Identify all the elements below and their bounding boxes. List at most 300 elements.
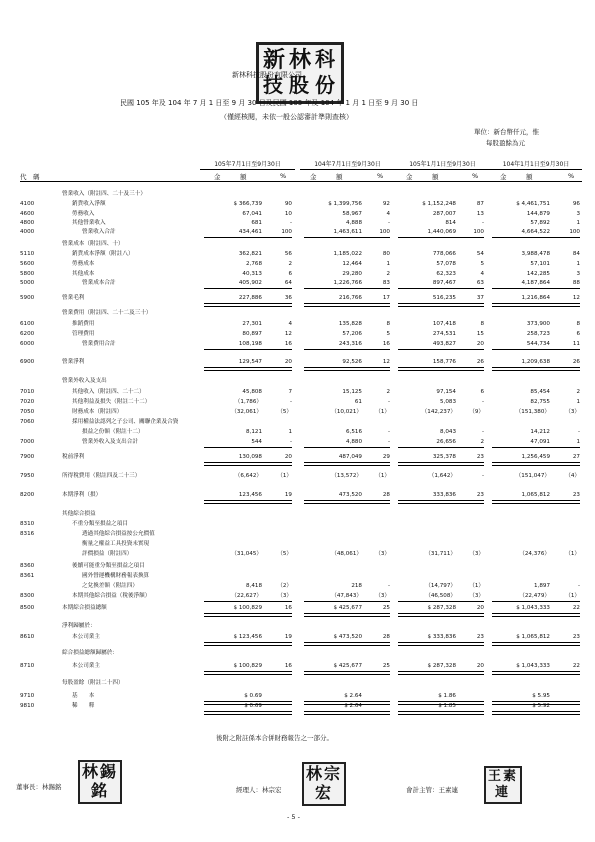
- row-code: 9710: [20, 693, 35, 699]
- amount-cell: 129,547: [238, 359, 262, 365]
- percent-cell: 12: [284, 331, 292, 337]
- row-label: 營業收入合計: [82, 229, 116, 235]
- amount-cell: 2,768: [245, 261, 262, 267]
- amount-cell: $ 1,043,333: [516, 663, 550, 669]
- percent-cell: 28: [382, 492, 390, 498]
- subtotal-underline: [398, 288, 484, 289]
- amount-cell: 1,897: [533, 583, 550, 589]
- amount-cell: （22,627）: [231, 593, 262, 599]
- percent-cell: 17: [382, 295, 390, 301]
- table-row: [0, 662, 595, 671]
- percent-cell: 6: [288, 271, 292, 277]
- amount-cell: 12,464: [342, 261, 362, 267]
- subtotal-underline: [492, 601, 580, 602]
- total-underline: [398, 367, 484, 371]
- percent-cell: 2: [386, 271, 390, 277]
- subtotal-underline: [398, 601, 484, 602]
- row-code: 5900: [20, 295, 35, 301]
- table-row: [0, 510, 595, 519]
- row-code: 5000: [20, 280, 35, 286]
- unit-line-2: 每股盈餘為元: [486, 139, 525, 147]
- percent-cell: （2）: [277, 583, 292, 589]
- row-label: 營業外收入及支出: [62, 378, 107, 384]
- row-label: 綜合損益總額歸屬於：: [62, 650, 118, 656]
- subtotal-underline: [492, 349, 580, 350]
- amount-cell: （48,061）: [331, 551, 362, 557]
- percent-cell: （5）: [277, 409, 292, 415]
- total-underline: [492, 462, 580, 466]
- percent-cell: -: [481, 220, 484, 226]
- amount-cell: （151,380）: [515, 409, 550, 415]
- row-code: 5110: [20, 251, 35, 257]
- table-row: [0, 309, 595, 318]
- row-label: 營業成本（附註四、十）: [62, 241, 124, 247]
- percent-cell: 64: [284, 280, 292, 286]
- row-label: 其他營業收入: [72, 220, 106, 226]
- amount-cell: 227,886: [238, 295, 262, 301]
- amount-cell: 8,121: [245, 429, 262, 435]
- chairman-seal: 林 錫 銘: [78, 760, 122, 804]
- total-underline: [304, 711, 390, 715]
- amount-cell: 814: [445, 220, 456, 226]
- amount-cell: （1,786）: [234, 399, 262, 405]
- percent-cell: 26: [476, 359, 484, 365]
- table-row: [0, 200, 595, 209]
- amount-cell: 362,821: [238, 251, 262, 257]
- total-underline: [492, 671, 580, 675]
- percent-cell: 23: [572, 634, 580, 640]
- amount-cell: 4,664,522: [521, 229, 550, 235]
- percent-cell: 23: [476, 492, 484, 498]
- amount-cell: $ 4,461,751: [516, 201, 550, 207]
- amount-cell: 135,828: [338, 321, 362, 327]
- amount-header-1: 金 額: [214, 173, 247, 181]
- percent-cell: -: [387, 429, 390, 435]
- amount-cell: 130,098: [238, 454, 262, 460]
- row-label: 本期其他綜合損益（稅後淨額）: [72, 593, 151, 599]
- percent-cell: 16: [284, 605, 292, 611]
- percent-cell: 2: [386, 389, 390, 395]
- total-underline: [398, 500, 484, 504]
- amount-cell: （47,843）: [331, 593, 362, 599]
- row-label: 管理費用: [72, 331, 95, 337]
- amount-cell: 29,280: [342, 271, 362, 277]
- row-code: 7020: [20, 399, 35, 405]
- amount-cell: （46,508）: [425, 593, 456, 599]
- amount-cell: 216,766: [338, 295, 362, 301]
- percent-cell: （3）: [469, 593, 484, 599]
- amount-cell: 108,198: [238, 341, 262, 347]
- subtotal-underline: [204, 601, 292, 602]
- percent-cell: -: [387, 583, 390, 589]
- percent-cell: 16: [284, 341, 292, 347]
- amount-cell: 516,235: [432, 295, 456, 301]
- row-label: 本公司業主: [72, 634, 100, 640]
- percent-cell: （3）: [375, 593, 390, 599]
- row-label: 所得稅費用（附註四及二十三）: [62, 473, 141, 479]
- percent-cell: 16: [284, 663, 292, 669]
- amount-cell: 258,723: [526, 331, 550, 337]
- table-row: [0, 260, 595, 269]
- total-underline: [204, 500, 292, 504]
- amount-cell: 58,967: [342, 211, 362, 217]
- percent-cell: （1）: [277, 473, 292, 479]
- amount-cell: 123,456: [238, 492, 262, 498]
- row-label: 其他綜合損益: [62, 511, 96, 517]
- row-code: 6100: [20, 321, 35, 327]
- amount-cell: $ 287,328: [427, 663, 456, 669]
- amount-cell: 144,879: [526, 211, 550, 217]
- amount-cell: 243,316: [338, 341, 362, 347]
- amount-cell: 4,187,864: [521, 280, 550, 286]
- subtotal-underline: [204, 349, 292, 350]
- amount-cell: （31,045）: [231, 551, 262, 557]
- amount-cell: 405,902: [238, 280, 262, 286]
- total-underline: [304, 303, 390, 307]
- company-seal: 新 林 科 技 股 份: [256, 42, 344, 104]
- row-label: 營業外收入及支出合計: [82, 439, 138, 445]
- table-row: [0, 330, 595, 339]
- percent-cell: 90: [284, 201, 292, 207]
- amount-cell: 4,888: [345, 220, 362, 226]
- table-row: [0, 582, 595, 591]
- percent-cell: 8: [576, 321, 580, 327]
- total-underline: [204, 671, 292, 675]
- amount-cell: 57,206: [342, 331, 362, 337]
- amount-cell: $ 425,677: [333, 605, 362, 611]
- percent-cell: 2: [288, 261, 292, 267]
- amount-cell: $ 0.69: [244, 693, 262, 699]
- percent-cell: 87: [476, 201, 484, 207]
- amount-cell: 544,734: [526, 341, 550, 347]
- percent-cell: 6: [480, 389, 484, 395]
- total-underline: [398, 642, 484, 646]
- amount-cell: $ 473,520: [333, 634, 362, 640]
- table-row: [0, 219, 595, 228]
- total-underline: [304, 642, 390, 646]
- percent-cell: 3: [576, 211, 580, 217]
- percent-cell: 4: [480, 271, 484, 277]
- row-label: 銷貨收入淨額: [72, 201, 106, 207]
- percent-cell: （3）: [375, 551, 390, 557]
- total-underline: [492, 613, 580, 617]
- percent-cell: 19: [284, 634, 292, 640]
- accountant-seal: 王 素 連: [484, 766, 522, 804]
- row-label: 營業費用（附註四、二十二及三十）: [62, 310, 152, 316]
- amount-cell: 85,454: [530, 389, 550, 395]
- percent-cell: 96: [572, 201, 580, 207]
- percent-cell: 80: [382, 251, 390, 257]
- row-label: 採用權益法認列之子公司、關聯企業及合資: [72, 419, 179, 425]
- page-number: - 5 -: [287, 813, 300, 821]
- total-underline: [304, 613, 390, 617]
- amount-cell: 434,461: [238, 229, 262, 235]
- table-row: [0, 294, 595, 303]
- amount-cell: 57,892: [530, 220, 550, 226]
- amount-cell: （14,797）: [425, 583, 456, 589]
- percent-cell: 5: [386, 331, 390, 337]
- pct-header-1: %: [280, 172, 287, 180]
- subtotal-underline: [204, 447, 292, 448]
- amount-cell: 1,209,638: [521, 359, 550, 365]
- amount-cell: $ 1,399,756: [328, 201, 362, 207]
- amount-cell: 218: [351, 583, 362, 589]
- percent-cell: （1）: [565, 593, 580, 599]
- amount-cell: 333,836: [432, 492, 456, 498]
- total-underline: [492, 367, 580, 371]
- percent-cell: （4）: [565, 473, 580, 479]
- row-label: 本公司業主: [72, 663, 100, 669]
- percent-cell: （1）: [469, 583, 484, 589]
- percent-cell: 63: [476, 280, 484, 286]
- percent-cell: -: [289, 399, 292, 405]
- subtotal-underline: [398, 349, 484, 350]
- row-label: 衡量之權益工具投資未實現: [82, 541, 150, 547]
- percent-cell: 37: [476, 295, 484, 301]
- percent-cell: （3）: [565, 409, 580, 415]
- percent-cell: 20: [284, 454, 292, 460]
- row-label: 國外營運機構財務報表換算: [82, 573, 150, 579]
- table-row: [0, 520, 595, 529]
- row-code: 5600: [20, 261, 35, 267]
- amount-cell: （13,572）: [331, 473, 362, 479]
- percent-cell: 84: [572, 251, 580, 257]
- row-code: 6200: [20, 331, 35, 337]
- accountant-signature: 會計主管：王素連: [406, 786, 458, 794]
- percent-cell: 4: [288, 321, 292, 327]
- percent-cell: 3: [576, 271, 580, 277]
- table-row: [0, 633, 595, 642]
- row-code: 6900: [20, 359, 35, 365]
- amount-cell: 487,049: [338, 454, 362, 460]
- percent-cell: -: [577, 583, 580, 589]
- percent-cell: （5）: [277, 551, 292, 557]
- row-label: 營業毛利: [62, 295, 85, 301]
- amount-cell: 778,066: [432, 251, 456, 257]
- amount-cell: 45,808: [242, 389, 262, 395]
- table-row: [0, 540, 595, 549]
- subtotal-underline: [492, 447, 580, 448]
- table-row: [0, 491, 595, 500]
- percent-cell: （1）: [565, 551, 580, 557]
- amount-cell: （22,479）: [519, 593, 550, 599]
- total-underline: [492, 500, 580, 504]
- percent-cell: 100: [569, 229, 580, 235]
- percent-cell: 23: [572, 492, 580, 498]
- percent-cell: 2: [480, 439, 484, 445]
- subtotal-underline: [304, 601, 390, 602]
- amount-cell: 681: [251, 220, 262, 226]
- amount-cell: 1,440,069: [427, 229, 456, 235]
- amount-cell: （31,711）: [425, 551, 456, 557]
- row-code: 8610: [20, 634, 35, 640]
- percent-cell: 22: [572, 605, 580, 611]
- amount-cell: 107,418: [432, 321, 456, 327]
- column-group-4: 104年1月1日至9月30日: [490, 160, 582, 170]
- subtotal-underline: [492, 237, 580, 238]
- percent-cell: 2: [576, 389, 580, 395]
- table-row: [0, 398, 595, 407]
- amount-cell: 544: [251, 439, 262, 445]
- percent-cell: （1）: [375, 409, 390, 415]
- amount-cell: 27,301: [242, 321, 262, 327]
- row-label: 本期綜合損益總額: [62, 605, 107, 611]
- percent-cell: （1）: [375, 473, 390, 479]
- percent-cell: 19: [284, 492, 292, 498]
- amount-cell: 1,216,864: [521, 295, 550, 301]
- row-label: 其他利益及損失（附註二十二）: [72, 399, 151, 405]
- percent-cell: 23: [476, 454, 484, 460]
- percent-cell: 26: [572, 359, 580, 365]
- statement-title: 民國 105 年及 104 年 7 月 1 日至 9 月 30 日及民國 105 年及 104 年 1 月 1 日至 9 月 30 日: [120, 99, 419, 107]
- row-code: 7950: [20, 473, 35, 479]
- percent-cell: 25: [382, 605, 390, 611]
- percent-cell: 20: [476, 341, 484, 347]
- row-code: 4600: [20, 211, 35, 217]
- percent-cell: 54: [476, 251, 484, 257]
- percent-cell: -: [387, 399, 390, 405]
- total-underline: [492, 303, 580, 307]
- table-row: [0, 572, 595, 581]
- amount-cell: （6,642）: [234, 473, 262, 479]
- row-label: 營業淨利: [62, 359, 85, 365]
- pct-header-4: %: [568, 172, 575, 180]
- amount-cell: 26,656: [436, 439, 456, 445]
- row-code: 6000: [20, 341, 35, 347]
- amount-cell: $ 1,043,333: [516, 605, 550, 611]
- row-label: 勞務收入: [72, 211, 95, 217]
- percent-cell: -: [481, 399, 484, 405]
- subtotal-underline: [398, 237, 484, 238]
- total-underline: [398, 613, 484, 617]
- percent-cell: 92: [382, 201, 390, 207]
- row-label: 透過其他綜合損益按公允價值: [82, 531, 155, 537]
- footnote: 後附之附註係本合併財務報告之一部分。: [216, 734, 333, 742]
- total-underline: [204, 711, 292, 715]
- percent-cell: 7: [288, 389, 292, 395]
- amount-cell: 82,755: [530, 399, 550, 405]
- manager-signature: 經理人：林宗宏: [236, 786, 282, 794]
- row-label: 每股盈餘（附註二十四）: [62, 680, 124, 686]
- row-label: 銷貨成本淨額（附註八）: [72, 251, 134, 257]
- row-label: 基 本: [72, 693, 95, 699]
- subtotal-underline: [304, 447, 390, 448]
- percent-cell: 29: [382, 454, 390, 460]
- row-code: 8710: [20, 663, 35, 669]
- table-row: [0, 592, 595, 601]
- percent-cell: -: [481, 429, 484, 435]
- table-row: [0, 377, 595, 386]
- row-label: 損益之份額（附註十二）: [82, 429, 144, 435]
- amount-cell: $ 287,328: [427, 605, 456, 611]
- amount-cell: 373,900: [526, 321, 550, 327]
- amount-cell: $ 333,836: [427, 634, 456, 640]
- row-label: 評價損益（附註四）: [82, 551, 133, 557]
- amount-cell: （1,642）: [428, 473, 456, 479]
- percent-cell: 20: [476, 663, 484, 669]
- percent-cell: 100: [473, 229, 484, 235]
- table-row: [0, 418, 595, 427]
- row-label: 營業成本合計: [82, 280, 116, 286]
- percent-cell: 4: [386, 211, 390, 217]
- table-row: [0, 604, 595, 613]
- amount-cell: $ 1,065,812: [516, 634, 550, 640]
- pct-header-3: %: [472, 172, 479, 180]
- percent-cell: -: [387, 220, 390, 226]
- percent-cell: （3）: [277, 593, 292, 599]
- percent-cell: 12: [572, 295, 580, 301]
- percent-cell: 88: [572, 280, 580, 286]
- percent-cell: 27: [572, 454, 580, 460]
- percent-cell: 8: [386, 321, 390, 327]
- percent-cell: 1: [386, 261, 390, 267]
- percent-cell: 100: [379, 229, 390, 235]
- table-row: [0, 530, 595, 539]
- total-underline: [492, 711, 580, 715]
- amount-cell: 274,531: [432, 331, 456, 337]
- row-code: 8500: [20, 605, 35, 611]
- percent-cell: 6: [576, 331, 580, 337]
- amount-cell: （24,376）: [519, 551, 550, 557]
- row-label: 其他收入（附註四、二十二）: [72, 389, 145, 395]
- amount-cell: 158,776: [432, 359, 456, 365]
- percent-cell: 1: [576, 220, 580, 226]
- amount-header-4: 金 額: [500, 173, 533, 181]
- amount-cell: （10,021）: [331, 409, 362, 415]
- amount-cell: 142,285: [526, 271, 550, 277]
- percent-cell: 5: [480, 261, 484, 267]
- percent-cell: 15: [476, 331, 484, 337]
- row-code: 7010: [20, 389, 35, 395]
- row-code: 4800: [20, 220, 35, 226]
- amount-cell: 1,463,611: [333, 229, 362, 235]
- amount-cell: 57,101: [530, 261, 550, 267]
- amount-cell: 61: [354, 399, 362, 405]
- unit-line-1: 單位：新台幣仟元，惟: [474, 128, 539, 136]
- percent-cell: 1: [576, 439, 580, 445]
- amount-cell: 325,378: [432, 454, 456, 460]
- amount-cell: 92,526: [342, 359, 362, 365]
- amount-cell: 5,083: [439, 399, 456, 405]
- row-label: 營業費用合計: [82, 341, 116, 347]
- subtotal-underline: [304, 237, 390, 238]
- percent-cell: 83: [382, 280, 390, 286]
- amount-cell: 3,988,478: [521, 251, 550, 257]
- total-underline: [398, 462, 484, 466]
- total-underline: [304, 367, 390, 371]
- amount-cell: $ 100,829: [233, 663, 262, 669]
- table-row: [0, 388, 595, 397]
- table-row: [0, 453, 595, 462]
- amount-cell: $ 123,456: [233, 634, 262, 640]
- table-row: [0, 210, 595, 219]
- row-label: 後續可能重分類至損益之項目: [72, 563, 145, 569]
- amount-cell: 67,041: [242, 211, 262, 217]
- amount-cell: 6,516: [345, 429, 362, 435]
- amount-cell: $ 2.64: [344, 693, 362, 699]
- column-group-2: 104年7月1日至9月30日: [300, 160, 395, 170]
- amount-cell: （142,237）: [421, 409, 456, 415]
- subtotal-underline: [398, 447, 484, 448]
- row-label: 稅前淨利: [62, 454, 85, 460]
- amount-cell: $ 1,152,248: [422, 201, 456, 207]
- row-code: 4000: [20, 229, 35, 235]
- amount-cell: $ 5.92: [532, 703, 550, 709]
- percent-cell: -: [289, 220, 292, 226]
- percent-cell: 1: [288, 429, 292, 435]
- total-underline: [398, 671, 484, 675]
- row-label: 勞務成本: [72, 261, 95, 267]
